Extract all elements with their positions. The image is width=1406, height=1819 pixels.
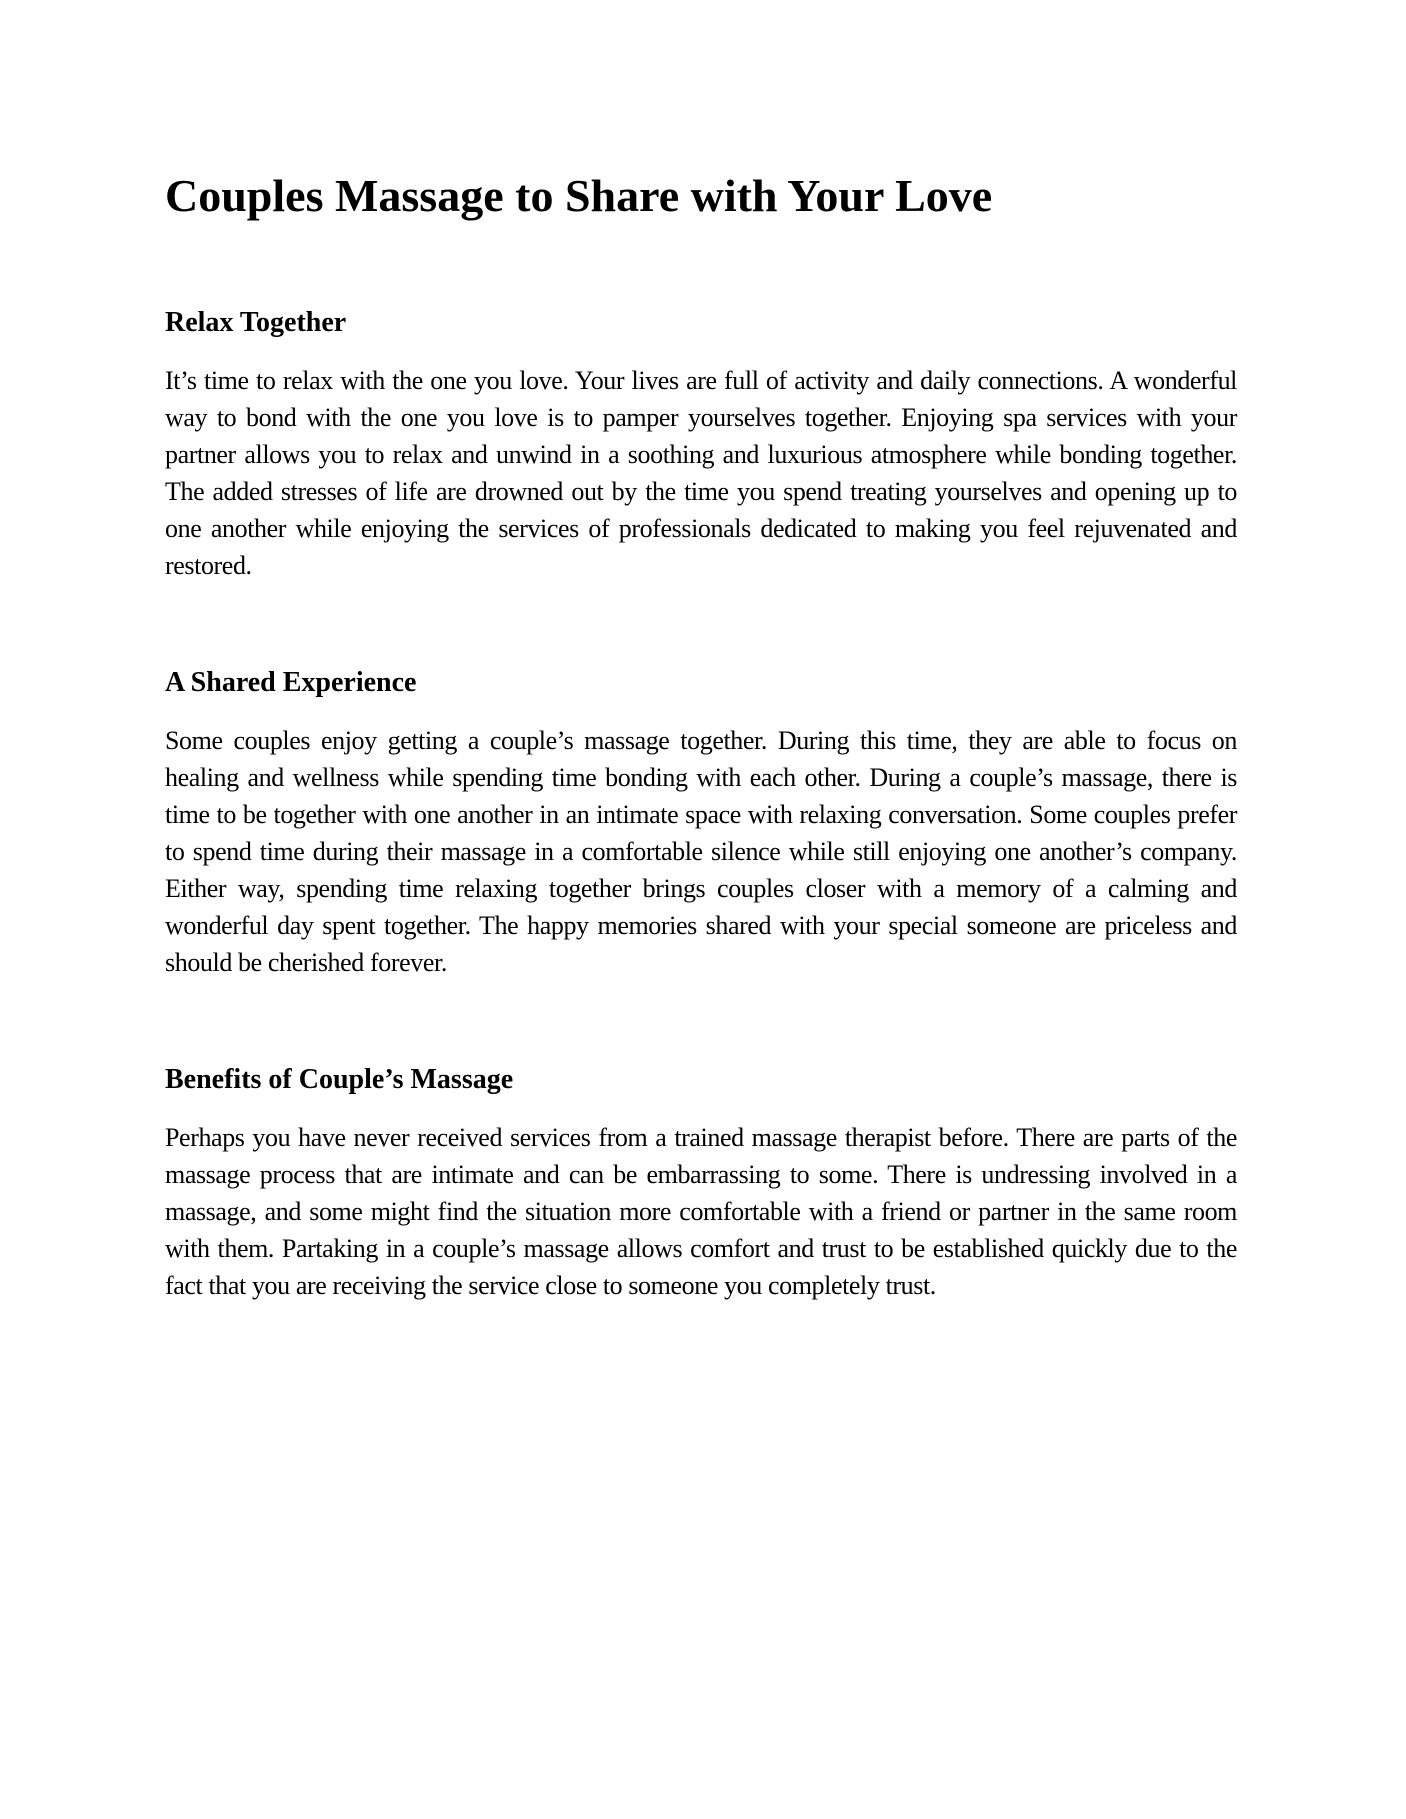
section-paragraph: It’s time to relax with the one you love. Your lives are full of activity and daily connections. A wonderful way to bond with the one you love is to pamper yourselves together. Enjoying spa services with your partner allows you to relax and unwind in a soothing and luxurious atmosphere while bonding together. The added stresses of life are drowned out by the time you spend treating yourselves and opening up to one another while enjoying the services of professionals dedicated to making you feel rejuvenated and restored. (165, 366, 1237, 580)
document-content (165, 0, 1237, 1304)
section-heading: Relax Together (165, 307, 347, 338)
section-heading: A Shared Experience (165, 667, 417, 698)
section-relax-together (165, 306, 1237, 584)
section-paragraph: Perhaps you have never received services from a trained massage therapist before. There are parts of the massage process that are intimate and can be embarrassing to some. There is undressing involved in a massage, and some might find the situation more comfortable with a friend or partner in the same room with them. Partaking in a couple’s massage allows comfort and trust to be established quickly due to the fact that you are receiving the service close to someone you completely trust. (165, 1123, 1237, 1300)
section-benefits (165, 1063, 1237, 1304)
section-paragraph: Some couples enjoy getting a couple’s massage together. During this time, they are able to focus on healing and wellness while spending time bonding with each other. During a couple’s massage, there is time to be together with one another in an intimate space with relaxing conversation. Some couples prefer to spend time during their massage in a comfortable silence while still enjoying one another’s company. Either way, spending time relaxing together brings couples closer with a memory of a calming and wonderful day spent together. The happy memories shared with your special someone are priceless and should be cherished forever. (165, 726, 1237, 977)
section-shared-experience (165, 666, 1237, 981)
document-title: Couples Massage to Share with Your Love (165, 170, 993, 221)
section-heading: Benefits of Couple’s Massage (165, 1064, 514, 1095)
